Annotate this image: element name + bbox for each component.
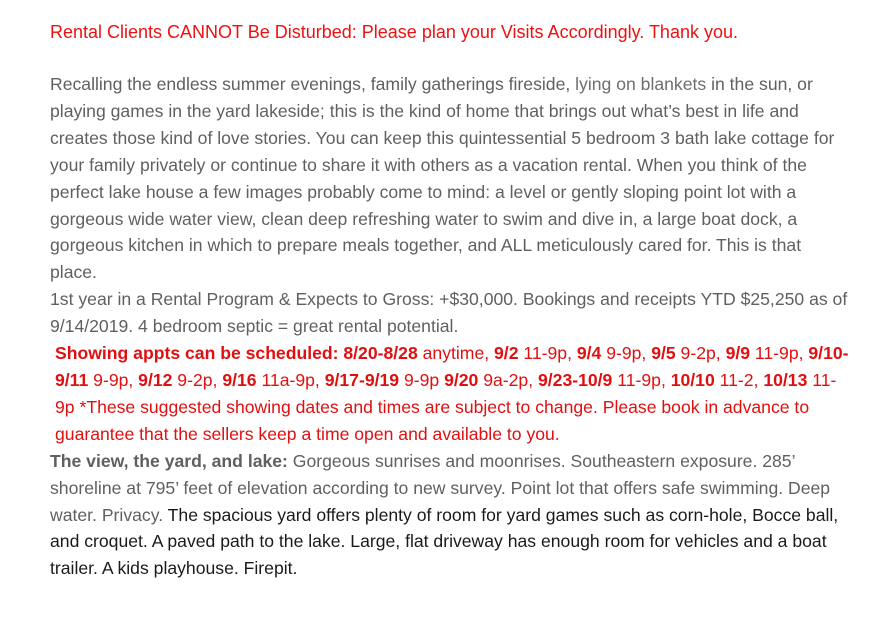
showing-date: 9/20 [444,369,479,390]
showing-time: 9-2p, [675,343,726,364]
showing-date: 9/9 [725,343,751,364]
yard-features-text: The spacious yard offers plenty of room for yard games such as corn-hole, Bocce ball, and croquet. A paved path to the lake. Large, flat driveway has enough room for vehicles and a boat trailer. A kids playhouse. Firepit. [50,504,839,579]
intro-text-a: Recalling the endless summer evenings, family gatherings fireside, [50,74,576,94]
view-yard-lake-paragraph [50,448,850,583]
showing-date: 9/5 [651,343,676,364]
intro-paragraph [50,71,850,286]
showing-lead: Showing appts can be scheduled: 8/20-8/28 [55,343,418,364]
intro-text-c: in the sun, or playing games in the yard lakeside; this is the kind of home that brings out what’s best in life and creates those kind of love stories. You can keep this quintessential 5 bedroom 3 bath lake cottage for your family privately or continue to share it with others as a vacation rental. When you think of the perfect lake house a few images probably come to mind: a level or gently sloping point lot with a gorgeous wide water view, clean deep refreshing water to swim and dive in, a large boat dock, a gorgeous kitchen in which to prepare meals together, and ALL meticulously cared for. This is that place. [50,74,835,283]
showing-time: 11a-9p, [256,369,325,390]
intro-text-b: lying on blankets [575,74,707,94]
rental-income-paragraph: 1st year in a Rental Program & Expects to Gross: +$30,000. Bookings and receipts YTD $25,250 as of 9/14/2019. 4 bedroom septic = great rental potential. [50,289,848,337]
showing-time: 9-2p, [172,369,223,390]
showing-date: 9/23-10/9 [538,369,613,390]
showing-date: 9/2 [494,343,519,364]
showing-time: 11-9p, [612,369,671,390]
showing-time: 9-9p [399,369,445,390]
showing-date: 9/17-9/19 [324,369,400,390]
showing-time: 11-9p, [518,343,577,364]
showing-time: 9-9p, [88,369,139,390]
rental-notice: Rental Clients CANNOT Be Disturbed: Please plan your Visits Accordingly. Thank you. [50,22,738,42]
showing-date: 9/4 [576,343,602,364]
showing-date: 10/10 [670,369,715,390]
showing-disclaimer: *These suggested showing dates and times are subject to change. Please book in advance to guarantee that the sellers keep a time open and available to you. [55,396,810,444]
view-features-text: Gorgeous sunrises and moonrises. Southeastern exposure. 285’ shoreline at 795’ feet of elevation according to new survey. Point lot that offers safe swimming. Deep water. Privacy. [50,450,831,525]
showing-time: 11-9p, [750,343,809,364]
showing-time: 11-9p [55,369,837,417]
showing-time: 9-9p, [601,343,652,364]
showing-time: anytime, [417,343,495,364]
listing-description [50,19,850,582]
showing-date: 9/12 [138,369,173,390]
showing-date: 9/10-9/11 [55,343,849,390]
showing-time: 11-2, [714,369,764,390]
showing-date: 9/16 [222,369,257,390]
showing-paragraph [50,340,850,448]
showing-time: 9a-2p, [478,369,538,390]
view-heading: The view, the yard, and lake: [50,450,288,471]
showing-date: 10/13 [763,369,808,390]
